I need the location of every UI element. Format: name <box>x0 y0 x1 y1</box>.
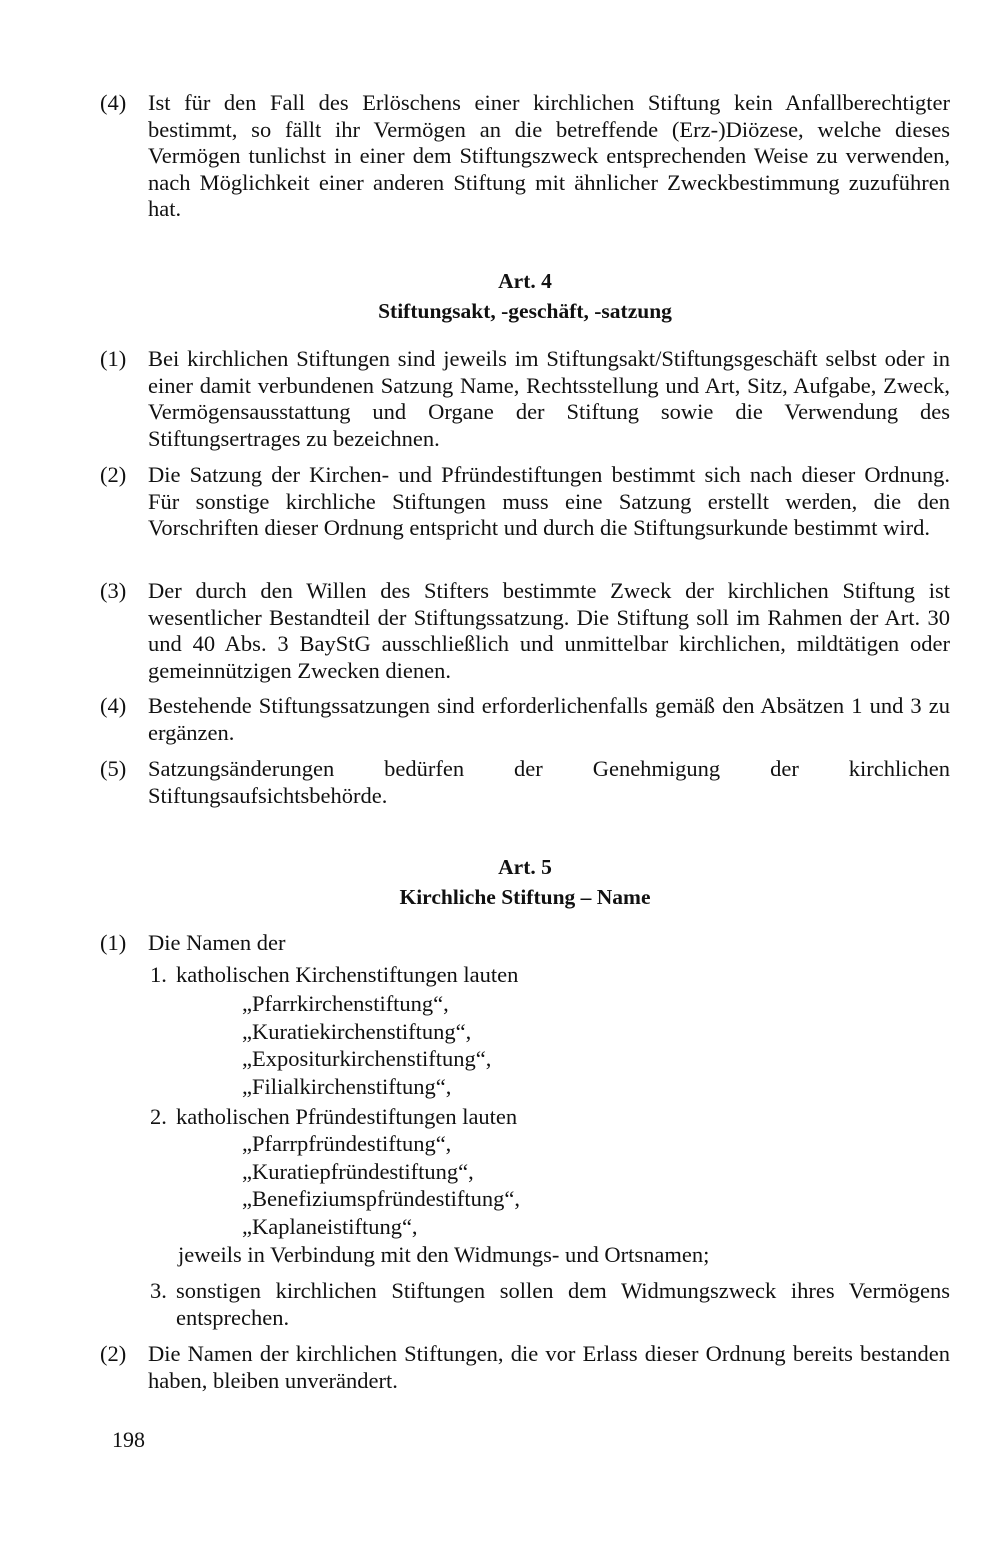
paragraph-text: Der durch den Willen des Stifters bestimmte Zweck der kirchlichen Stiftung ist wesentlicher Bestandteil der Stiftungssatzung. Die Stiftung soll im Rahmen der Art. 30 und 40 Abs. 3 BayStG ausschließlich und unmittelbar kirchlichen, mildtätigen oder gemeinnützigen Zwecken dienen. <box>148 578 950 683</box>
foundation-name: „Expositurkirchenstiftung“, <box>242 1046 492 1071</box>
paragraph-text: Bestehende Stiftungssatzungen sind erforderlichenfalls gemäß den Absätzen 1 und 3 zu ergänzen. <box>148 693 950 745</box>
foundation-name: „Kuratiekirchenstiftung“, <box>242 1018 472 1044</box>
article-subtitle: Kirchliche Stiftung – Name <box>399 885 651 909</box>
art4-paragraph-4 <box>100 693 950 746</box>
foundation-name: „Pfarrpfründestiftung“, <box>242 1131 452 1156</box>
list-item-number: 3. <box>150 1278 167 1303</box>
foundation-name: „Pfarrkirchenstiftung“, <box>242 991 449 1016</box>
paragraph-number: (1) <box>100 930 127 955</box>
article-title: Art. 4 <box>498 269 552 293</box>
page-number: 198 <box>112 1427 145 1452</box>
paragraph-text: Bei kirchlichen Stiftungen sind jeweils im Stiftungsakt/Stiftungsgeschäft selbst oder in einer damit verbundenen Satzung Name, Rechtsstellung und Art, Sitz, Aufgabe, Zweck, Vermögensausstattung und Organe der Stiftung sowie die Verwendung des Stiftungsertrages zu bezeichnen. <box>148 346 950 451</box>
paragraph-text: Die Namen der <box>148 930 286 955</box>
article-subtitle: Stiftungsakt, -geschäft, -satzung <box>378 299 672 323</box>
list-item-text: katholischen Pfründestiftungen lauten <box>176 1104 518 1129</box>
list-item-3 <box>150 1278 950 1331</box>
list-item-1 <box>150 962 950 989</box>
paragraph-number: (2) <box>100 462 127 487</box>
foundation-name: „Kuratiepfründestiftung“, <box>242 1158 474 1184</box>
art4-paragraph-3 <box>100 578 950 684</box>
art4-paragraph-1 <box>100 346 950 452</box>
foundation-name: „Kaplaneistiftung“, <box>242 1213 418 1239</box>
paragraph-text: Die Namen der kirchlichen Stiftungen, die vor Erlass dieser Ordnung bereits bestanden haben, bleiben unverändert. <box>148 1341 950 1393</box>
paragraph-number: (3) <box>100 578 127 603</box>
paragraph-number: (5) <box>100 756 127 781</box>
list-item-text: katholischen Kirchenstiftungen lauten <box>176 962 519 987</box>
art4-paragraph-5 <box>100 756 950 809</box>
paragraph-text: Die Satzung der Kirchen- und Pfründestiftungen bestimmt sich nach dieser Ordnung. Für sonstige kirchliche Stiftungen muss eine Satzung erstellt werden, die den Vorschriften dieser Ordnung entspricht und durch die Stiftungsurkunde bestimmt wird. <box>148 462 950 540</box>
list-item-2 <box>150 1104 950 1131</box>
art5-paragraph-1 <box>100 930 950 957</box>
article-5-heading <box>100 852 950 912</box>
art5-paragraph-2 <box>100 1341 950 1394</box>
article-title: Art. 5 <box>498 855 552 879</box>
paragraph-text: Ist für den Fall des Erlöschens einer kirchlichen Stiftung kein Anfallberechtigter bestimmt, so fällt ihr Vermögen an die betreffende (Erz-)Diözese, welche dieses Vermögen tunlichst in einer dem Stiftungszweck entsprechenden Weise zu verwenden, nach Möglichkeit einer anderen Stiftung mit ähnlicher Zweckbestimmung zuzuführen hat. <box>148 90 950 221</box>
paragraph-number: (4) <box>100 90 127 115</box>
foundation-name: „Filialkirchenstiftung“, <box>242 1073 452 1099</box>
foundation-name: „Benefiziumspfründestiftung“, <box>242 1186 521 1211</box>
list-item-number: 2. <box>150 1104 167 1129</box>
list-item-number: 1. <box>150 962 167 987</box>
name-list-2 <box>242 1130 742 1240</box>
article-4-heading <box>100 266 950 326</box>
paragraph-number: (2) <box>100 1341 127 1366</box>
name-list-1 <box>242 990 742 1100</box>
list-note: jeweils in Verbindung mit den Widmungs- und Ortsnamen; <box>178 1242 710 1267</box>
paragraph-number: (4) <box>100 693 127 718</box>
paragraph-number: (1) <box>100 346 127 371</box>
list-item-text: sonstigen kirchlichen Stiftungen sollen dem Widmungszweck ihres Vermögens entsprechen. <box>176 1278 950 1330</box>
paragraph-text: Satzungsänderungen bedürfen der Genehmigung der kirchlichen Stiftungsaufsichtsbehörde. <box>148 756 950 808</box>
paragraph-intro-4 <box>100 90 950 223</box>
art4-paragraph-2 <box>100 462 950 542</box>
